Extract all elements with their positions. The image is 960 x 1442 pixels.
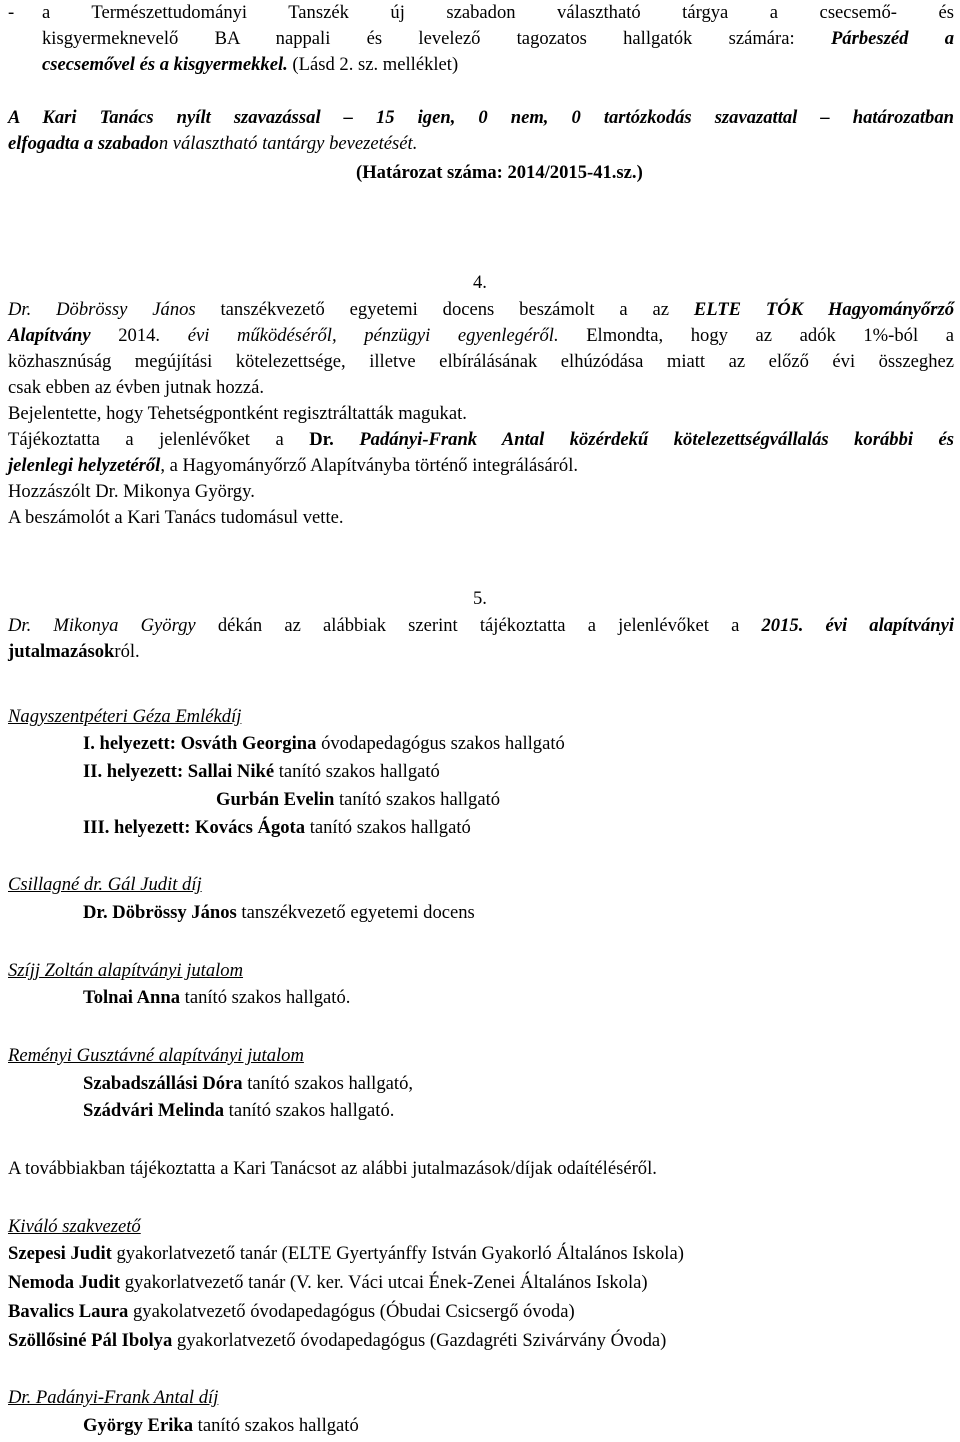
award-heading: Csillagné dr. Gál Judit díj xyxy=(8,874,202,895)
section-line xyxy=(8,297,954,323)
recipient-role: gyakorlatvezető tanár (ELTE Gyertyánffy István Gyakorló Általános Iskola) xyxy=(111,1243,684,1264)
recipient-name: Tolnai Anna xyxy=(83,987,180,1008)
section-line: Hozzászólt Dr. Mikonya György. xyxy=(8,481,255,502)
section-4-body xyxy=(8,297,954,531)
award-recipient xyxy=(8,759,440,785)
recipient-role: tanító szakos hallgató xyxy=(193,1415,359,1436)
bullet-text: kisgyermeknevelő BA nappali és levelező tagozatos hallgatók számára: xyxy=(42,28,831,49)
bullet-line xyxy=(42,26,954,52)
award-recipient xyxy=(8,985,350,1011)
vote-line: A Kari Tanács nyílt szavazással – 15 igen, 0 nem, 0 tartózkodás szavazattal – határozatban xyxy=(8,107,954,128)
resolution-number: (Határozat száma: 2014/2015-41.sz.) xyxy=(356,162,643,183)
commitment-title: jelenlegi helyzetéről xyxy=(8,455,161,476)
award-recipient xyxy=(8,1071,413,1097)
award-recipient xyxy=(8,1098,394,1124)
recipient-name: Szöllősiné Pál Ibolya xyxy=(8,1330,173,1351)
award-recipient xyxy=(8,1328,666,1354)
bullet-item xyxy=(8,0,954,78)
award-recipient xyxy=(8,1413,359,1439)
course-title: csecsemővel és a kisgyermekkel. xyxy=(42,54,288,75)
award-heading: Nagyszentpéteri Géza Emlékdíj xyxy=(8,706,242,727)
section-line xyxy=(8,453,954,479)
recipient-role: gyakorlatvezető tanár (V. ker. Váci utcai Ének-Zenei Általános Iskola) xyxy=(120,1272,648,1293)
recipient-name: Nemoda Judit xyxy=(8,1272,121,1293)
section-5-body xyxy=(8,613,954,665)
recipient-name: György Erika xyxy=(83,1415,194,1436)
section-text: ról. xyxy=(114,641,140,662)
recipient-name: I. helyezett: Osváth Georgina xyxy=(83,733,317,754)
further-info: A továbbiakban tájékoztatta a Kari Tanácsot az alábbi jutalmazások/díjak odaítéléséről. xyxy=(8,1158,657,1179)
section-number: 4. xyxy=(473,272,487,293)
recipient-role: tanító szakos hallgató xyxy=(274,761,440,782)
recipient-name: Gurbán Evelin xyxy=(216,789,335,810)
title-dr: Dr. xyxy=(8,299,32,320)
recipient-name: Szabadszállási Dóra xyxy=(83,1073,243,1094)
section-text: 2014. xyxy=(90,325,188,346)
section-line xyxy=(8,427,954,453)
bullet-line: a Természettudományi Tanszék új szabadon választható tárgya a csecsemő- és xyxy=(42,2,954,23)
section-line: Bejelentette, hogy Tehetségpontként regisztráltatták magukat. xyxy=(8,403,467,424)
section-line: csak ebben az évben jutnak hozzá. xyxy=(8,377,265,398)
title-dr: Dr. xyxy=(8,615,32,636)
recipient-role: tanító szakos hallgató xyxy=(334,789,501,810)
recipient-role: tanító szakos hallgató. xyxy=(180,987,351,1008)
award-recipient xyxy=(8,787,500,813)
award-recipient xyxy=(8,1270,648,1296)
foundation-name: Alapítvány xyxy=(8,325,91,346)
recipient-name: III. helyezett: Kovács Ágota xyxy=(83,817,306,838)
section-line xyxy=(8,323,954,349)
bullet-line xyxy=(42,52,954,78)
award-recipient xyxy=(8,900,475,926)
award-heading: Dr. Padányi-Frank Antal díj xyxy=(8,1387,219,1408)
section-number: 5. xyxy=(473,588,487,609)
recipient-name: Szepesi Judit xyxy=(8,1243,112,1264)
recipient-role: tanító szakos hallgató xyxy=(305,817,471,838)
award-heading: Reményi Gusztávné alapítványi jutalom xyxy=(8,1045,304,1066)
recipient-name: II. helyezett: Sallai Niké xyxy=(83,761,275,782)
section-text: tanszékvezető egyetemi docens beszámolt a az xyxy=(195,299,694,320)
award-recipient xyxy=(8,1241,684,1267)
recipient-role: gyakorlatvezető óvodapedagógus (Gazdagréti Szivárvány Óvoda) xyxy=(172,1330,667,1351)
annex-reference: (Lásd 2. sz. melléklet) xyxy=(287,54,459,75)
person-name: Mikonya György xyxy=(31,615,196,636)
section-line xyxy=(8,613,954,639)
section-text: Elmondta, hogy az adók 1%-ból a xyxy=(558,325,954,346)
recipient-role: tanító szakos hallgató. xyxy=(224,1100,395,1121)
award-heading: Kiváló szakvezető xyxy=(8,1216,141,1237)
vote-line xyxy=(8,131,954,157)
section-text: évi működéséről, pénzügyi egyenlegéről. xyxy=(187,325,559,346)
section-text: dékán az alábbiak szerint tájékoztatta a jelenlévőket a xyxy=(195,615,762,636)
section-text: jutalmazások xyxy=(8,641,115,662)
recipient-role: gyakolatvezető óvodapedagógus (Óbudai Csicsergő óvoda) xyxy=(128,1301,575,1322)
section-text: Tájékoztatta a jelenlévőket a xyxy=(8,429,310,450)
commitment-title: Padányi-Frank Antal közérdekű kötelezettségvállalás korábbi és xyxy=(333,429,955,450)
title-dr: Dr. xyxy=(309,429,334,450)
section-line: közhasznúság megújítási kötelezettsége, illetve elbírálásának elhúzódása miatt az előző évi összeghez xyxy=(8,351,954,372)
vote-text: n választható tantárgy bevezetését. xyxy=(158,133,418,154)
recipient-role: tanító szakos hallgató, xyxy=(242,1073,414,1094)
section-line xyxy=(8,639,954,665)
award-recipient xyxy=(8,815,471,841)
person-name: Döbrössy János xyxy=(31,299,196,320)
vote-text: elfogadta a szabado xyxy=(8,133,159,154)
section-line: A beszámolót a Kari Tanács tudomásul vette. xyxy=(8,507,344,528)
recipient-name: Dr. Döbrössy János xyxy=(83,902,237,923)
recipient-name: Szádvári Melinda xyxy=(83,1100,225,1121)
recipient-name: Bavalics Laura xyxy=(8,1301,129,1322)
award-recipient xyxy=(8,731,565,757)
award-heading: Szíjj Zoltán alapítványi jutalom xyxy=(8,960,244,981)
recipient-role: tanszékvezető egyetemi docens xyxy=(236,902,475,923)
award-year: 2015. évi alapítványi xyxy=(761,615,954,636)
foundation-name: ELTE TÓK Hagyományőrző xyxy=(693,299,954,320)
course-title: Párbeszéd a xyxy=(830,28,954,49)
recipient-role: óvodapedagógus szakos hallgató xyxy=(316,733,565,754)
bullet-dash: - xyxy=(8,2,15,23)
section-text: , a Hagyományőrző Alapítványba történő integrálásáról. xyxy=(160,455,579,476)
award-recipient xyxy=(8,1299,575,1325)
